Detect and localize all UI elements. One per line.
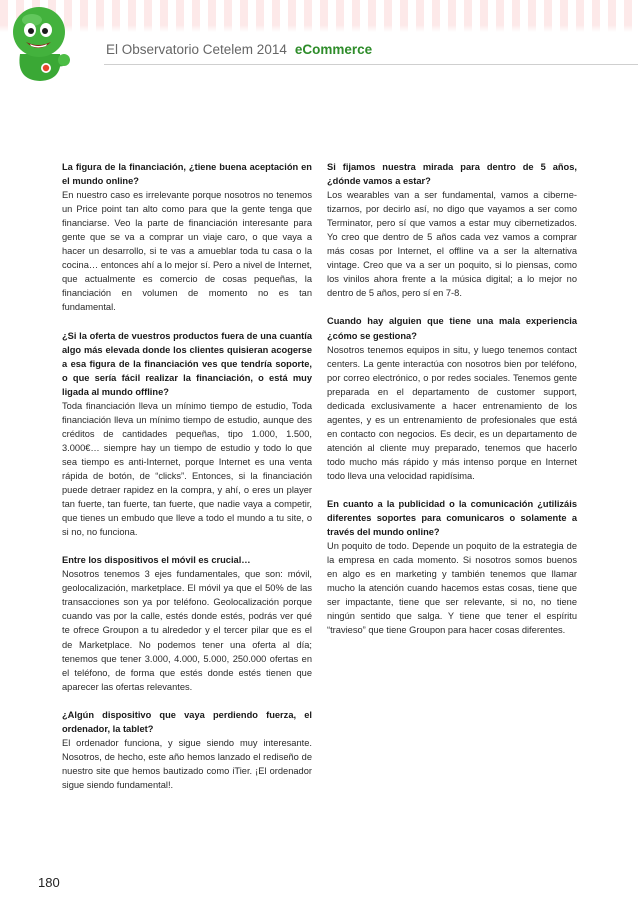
qa-block [62,329,312,540]
interview-answer: En nuestro caso es irrelevante porque nosotros no tenemos un Price point tan alto como para que la gente tenga que financiarse. Veo la parte de financiación interesante para gente que se va a comprar un viaje caro, o que vaya a hacer un desarrollo, si te vas a amueblar toda tu casa o la cocina… entonces ahí a lo mejor sí. Pero a nivel de Internet, que actualmente es comercio de cosas pequeñas, la financiación en volumen de momento no es tan fundamental. [62,190,312,313]
interview-question: Cuando hay alguien que tiene una mala experiencia ¿cómo se gestiona? [327,316,577,341]
qa-block [327,314,577,483]
interview-answer: Toda financiación lleva un mínimo tiempo de estudio, Toda financiación lleva un mínimo tiempo de estudio, aunque des créditos de cantidades pequeñas, tipo 1.000, 1.500, 3.000€… siempre hay un tiempo de estudio y todo lo que sea tiempo es anti-Internet, porque Internet es una venta rápida de botón, de “clicks”. Entonces, si la financiación puede detraer rapidez en la compra, y ahí, o eres un player tan fuerte, tan fuerte, tan fuerte, que nadie vaya a competir, que tienes un embudo que lleve a todo el mundo a tu site, o si no, no funciona. [62,400,312,538]
qa-block [62,708,312,792]
publication-title: El Observatorio Cetelem 2014 [106,42,287,57]
qa-block [62,553,312,693]
interview-answer: Un poquito de todo. Depende un poquito de la estrategia de la empresa en cada momento. Si nosotros somos buenos en algo es en marketing y también tenemos que llamar mucho la atención cuando hacemos estas cosas, tiene que ser impactante, tiene que ser relevante, si no, no tiene ningún sentido que salga. Y tiene que tener el espíritu “travieso” que tiene Groupon para hacer cosas diferentes. [327,541,577,636]
header-divider [104,64,638,65]
interview-answer: Los wearables van a ser fundamental, vamos a cibernetizarnos, por decirlo así, no digo que vayamos a ser como Terminator, pero sí que vamos a estar muy cibernetizados. Yo creo que dentro de 5 años cada vez vamos a comprar más cosas por Internet, el offline va a ser la alternativa vintage. Creo que va a ser un poquito, si lo piensas, como los vinilos ahora frente a la música digital; a lo mejor no dentro de 5 años, pero sí en 7-8. [327,190,577,299]
interview-question: La figura de la financiación, ¿tiene buena aceptación en el mundo online? [62,162,312,187]
interview-question: ¿Algún dispositivo que vaya perdiendo fuerza, el ordenador, la tablet? [62,709,312,734]
qa-block [62,160,312,315]
page-number: 180 [38,875,60,890]
interview-answer: El ordenador funciona, y sigue siendo muy interesante. Nosotros, de hecho, este año hemos lanzado el rediseño de nuestro site que hemos bautizado como iTier. ¡El ordenador sigue siendo fundamental!. [62,737,312,790]
left-column [62,160,312,806]
interview-question: En cuanto a la publicidad o la comunicación ¿utilizáis diferentes soportes para comunicaros o solamente a través del mundo online? [327,499,577,538]
interview-question: Si fijamos nuestra mirada para dentro de 5 años, ¿dónde vamos a estar? [327,162,577,187]
qa-block [327,497,577,637]
decorative-stripe-band [0,0,638,32]
qa-block [327,160,577,300]
interview-answer: Nosotros tenemos 3 ejes fundamentales, que son: móvil, geolocalización, marketplace. El móvil ya que el 50% de las transacciones son ya por teléfono. Geolocalización porque cuando vas por la calle, estés donde estés, podrás ver qué te ofrece Groupon a tu alrededor y el tercer pilar que es el de Marketplace. No podemos tener una oferta al día; tenemos que tener 3.000, 4.000, 5.000, 250.000 ofertas en el teléfono, de forma que estés donde estés tienen que aparecer las ofertas relevantes. [62,569,312,692]
section-title: eCommerce [294,42,373,57]
interview-question: Entre los dispositivos el móvil es crucial… [62,555,251,566]
right-column [327,160,577,652]
cetelem-mascot-icon [6,2,72,82]
page-header [106,42,372,57]
interview-question: ¿Si la oferta de vuestros productos fuera de una cuantía algo más elevada donde los clientes quisieran acogerse a esa figura de la financiación ves que tendría soporte, o que sería fácil realizar la financiación, o está muy ligada al mundo offline? [62,330,312,397]
interview-answer: Nosotros tenemos equipos in situ, y luego tenemos contact centers. La gente interactúa con nosotros bien por teléfono, por correo electrónico, o por redes sociales. Tenemos gente preparada en el departamento de customer support, dedicada exclusivamente a hacer entrenamiento de los agentes, y es un entrenamiento de profesionales que está en contacto con negocios. Es decir, es un departamento de atención al cliente muy preparado, tenemos que hacerlo todo mucho más rápido y más intenso porque en Internet todo lleva una velocidad rapidísima. [327,344,577,481]
